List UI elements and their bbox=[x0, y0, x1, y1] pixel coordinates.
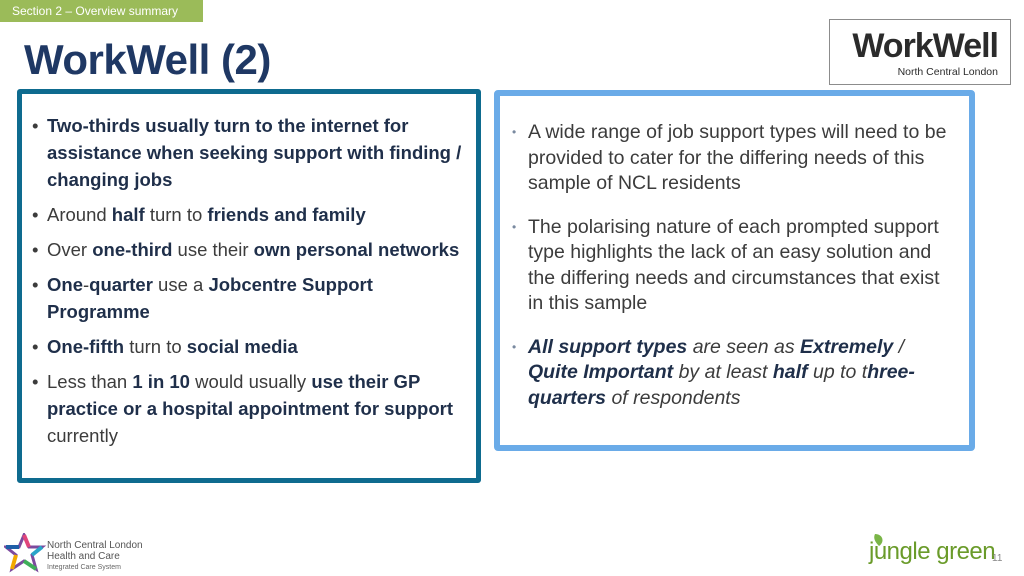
workwell-logo bbox=[829, 19, 1011, 85]
ncl-line-1: North Central London bbox=[47, 540, 143, 551]
section-tab: Section 2 – Overview summary bbox=[0, 0, 203, 22]
ncl-line-3: Integrated Care System bbox=[47, 564, 121, 571]
text-run: use a bbox=[152, 274, 209, 295]
page-title: WorkWell (2) bbox=[24, 36, 271, 83]
bold-run: All support types bbox=[528, 335, 688, 358]
bold-run: 1 in 10 bbox=[132, 371, 190, 392]
bold-run: Jobcentre Support Programme bbox=[47, 274, 373, 322]
left-bullet-item bbox=[32, 236, 466, 263]
bold-run: use their GP practice or a hospital appointment for support bbox=[47, 371, 454, 419]
bullet-text bbox=[528, 121, 946, 194]
text-run: A wide range of job support types will need to be provided to cater for the differing needs of this sample of NCL residents bbox=[528, 121, 947, 194]
bold-run: hree-quarters bbox=[528, 361, 915, 409]
text-run: Around bbox=[47, 204, 112, 225]
left-bullet-item bbox=[32, 201, 466, 228]
right-implications-panel bbox=[494, 90, 975, 451]
text-run: The polarising nature of each prompted support type highlights the lack of an easy solution and the differing needs and circumstances that exist in this sample bbox=[528, 215, 940, 314]
workwell-logo-subtitle: North Central London bbox=[897, 66, 998, 78]
right-bullet-item bbox=[508, 335, 951, 412]
bold-run: one-third bbox=[92, 239, 173, 260]
bold-run: Quite Important bbox=[528, 361, 674, 383]
text-run: up to t bbox=[807, 361, 868, 383]
left-bullet-item bbox=[32, 333, 466, 360]
left-bullet-item bbox=[32, 112, 466, 193]
text-run: would usually bbox=[189, 371, 312, 392]
left-findings-panel bbox=[17, 89, 481, 483]
ncl-line-2: Health and Care bbox=[47, 551, 120, 562]
right-bullet-item bbox=[508, 120, 951, 197]
text-run: currently bbox=[47, 425, 118, 446]
text-run: are seen as bbox=[687, 335, 801, 358]
workwell-logo-word: WorkWell bbox=[852, 27, 998, 65]
left-bullet-item bbox=[32, 271, 466, 325]
text-run: use their bbox=[172, 239, 254, 260]
bold-run: Two-thirds usually turn to the internet for assistance when seeking support with finding / changing jobs bbox=[47, 115, 462, 190]
text-run: / bbox=[893, 335, 905, 358]
bold-run: social media bbox=[186, 336, 298, 357]
bold-run: half bbox=[111, 204, 145, 225]
text-run: Over bbox=[47, 239, 93, 260]
text-run: turn to bbox=[124, 336, 187, 357]
bold-run: Extremely bbox=[800, 335, 894, 358]
bold-run: half bbox=[772, 361, 808, 383]
bold-run: friends and family bbox=[207, 204, 366, 225]
right-bullet-list bbox=[508, 120, 951, 411]
bold-run: One bbox=[47, 274, 83, 295]
left-bullet-item bbox=[32, 368, 466, 449]
text-run: by at least bbox=[673, 361, 773, 383]
ncl-ics-logo-text bbox=[47, 540, 143, 573]
bold-run: own personal networks bbox=[253, 239, 460, 260]
jungle-green-logo-text: jungle green bbox=[869, 538, 996, 565]
text-run: Less than bbox=[47, 371, 133, 392]
left-bullet-list bbox=[32, 112, 466, 449]
bold-run: quarter bbox=[89, 274, 153, 295]
bold-run: One-fifth bbox=[47, 336, 125, 357]
text-run: - bbox=[82, 274, 90, 295]
text-run: turn to bbox=[144, 204, 208, 225]
bullet-text bbox=[528, 216, 940, 315]
right-bullet-item bbox=[508, 215, 951, 317]
page-number: 11 bbox=[992, 553, 1003, 564]
text-run: of respondents bbox=[606, 386, 741, 409]
bullet-text bbox=[528, 336, 915, 409]
